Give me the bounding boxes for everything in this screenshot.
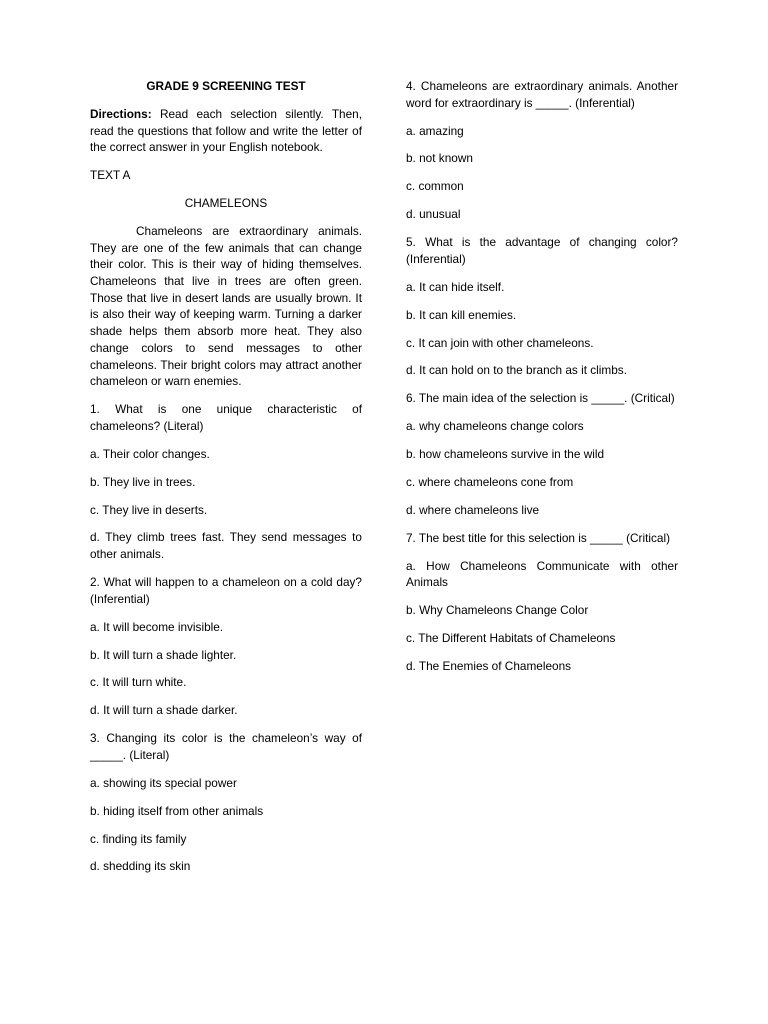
answer-choice: d. unusual — [406, 207, 461, 222]
answer-choice: d. They climb trees fast. They send messages to other animals. — [90, 530, 362, 562]
answer-choice: c. finding its family — [90, 831, 187, 846]
right-column — [406, 78, 678, 686]
answer-choice: b. hiding itself from other animals — [90, 803, 264, 818]
question-1 — [90, 401, 362, 563]
answer-choice: b. It will turn a shade lighter. — [90, 647, 237, 662]
answer-choice: a. amazing — [406, 123, 464, 138]
answer-choice: b. Why Chameleons Change Color — [406, 603, 589, 618]
answer-choice: a. It can hide itself. — [406, 279, 505, 294]
page-title: GRADE 9 SCREENING TEST — [146, 79, 306, 93]
question-5 — [406, 234, 678, 379]
answer-choice: c. They live in deserts. — [90, 502, 208, 517]
passage-body: Chameleons are extraordinary animals. They are one of the few animals that can change their color. This is their way of hiding themselves. Chameleons that live in trees are often green. Those that live in desert lands are usually brown. It is also their way of keeping warm. Turning a darker shade helps them absorb more heat. They also change colors to send messages to other chameleons. Their bright colors may attract another chameleon or warn enemies. — [90, 223, 362, 389]
answer-choice: c. It will turn white. — [90, 675, 187, 690]
question-3 — [90, 730, 362, 875]
directions-label: Directions: — [90, 106, 152, 121]
question-stem: 7. The best title for this selection is _____ (Critical) — [406, 530, 671, 545]
answer-choice: a. showing its special power — [90, 775, 237, 790]
question-2 — [90, 574, 362, 719]
question-4 — [406, 78, 678, 223]
answer-choice: d. It can hold on to the branch as it climbs. — [406, 363, 627, 378]
answer-choice: b. how chameleons survive in the wild — [406, 447, 605, 462]
answer-choice: c. common — [406, 179, 464, 194]
directions — [90, 106, 362, 156]
answer-choice: c. It can join with other chameleons. — [406, 335, 594, 350]
answer-choice: a. why chameleons change colors — [406, 419, 584, 434]
question-stem: 2. What will happen to a chameleon on a cold day? (Inferential) — [90, 575, 362, 606]
answer-choice: d. where chameleons live — [406, 502, 540, 517]
answer-choice: b. They live in trees. — [90, 474, 196, 489]
answer-choice: d. The Enemies of Chameleons — [406, 659, 572, 674]
question-stem: 4. Chameleons are extraordinary animals. Another word for extraordinary is _____. (Inferential) — [406, 79, 678, 110]
answer-choice: b. not known — [406, 151, 473, 166]
question-stem: 3. Changing its color is the chameleon’s way of _____. (Literal) — [90, 731, 362, 762]
text-label: TEXT A — [90, 168, 131, 183]
answer-choice: a. It will become invisible. — [90, 619, 224, 634]
answer-choice: b. It can kill enemies. — [406, 307, 517, 322]
question-6 — [406, 390, 678, 518]
question-stem: 1. What is one unique characteristic of chameleons? (Literal) — [90, 402, 362, 433]
left-column — [90, 78, 362, 886]
question-stem: 5. What is the advantage of changing color? (Inferential) — [406, 235, 678, 266]
answer-choice: c. where chameleons cone from — [406, 474, 574, 489]
question-7 — [406, 530, 678, 675]
answer-choice: d. It will turn a shade darker. — [90, 703, 238, 718]
directions-text: Read each selection silently. Then, read the questions that follow and write the letter of the correct answer in your English notebook. — [90, 106, 362, 155]
answer-choice: c. The Different Habitats of Chameleons — [406, 631, 616, 646]
passage-title: CHAMELEONS — [184, 196, 268, 211]
question-stem: 6. The main idea of the selection is _____. (Critical) — [406, 391, 675, 406]
answer-choice: a. Their color changes. — [90, 446, 210, 461]
answer-choice: a. How Chameleons Communicate with other Animals — [406, 558, 678, 590]
answer-choice: d. shedding its skin — [90, 859, 191, 874]
